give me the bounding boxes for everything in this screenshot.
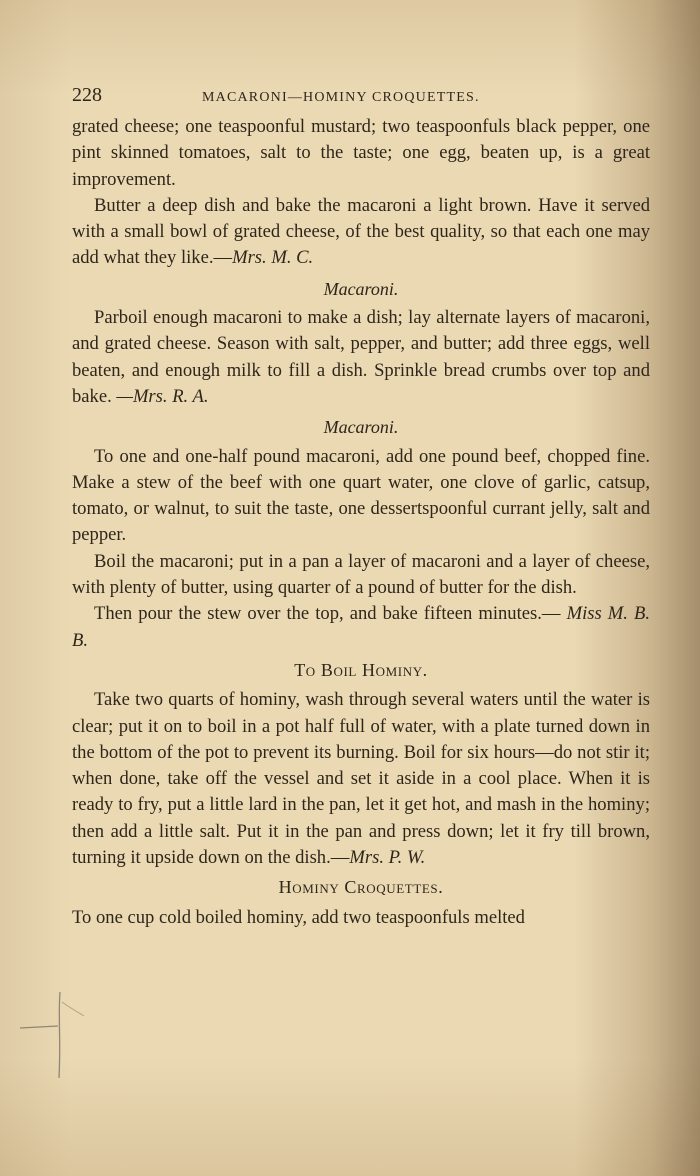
recipe-heading: Macaroni.: [323, 278, 399, 299]
page-content: [72, 80, 650, 931]
paragraph: [72, 114, 650, 193]
paragraph-text: To one and one-half pound macaroni, add one pound beef, chopped fine. Make a stew of the beef with one quart water, one clove of garlic, catsup, tomato, or walnut, to suit the taste, one dessertspoonful currant jelly, salt and pepper.: [72, 445, 650, 546]
page-number: 228: [72, 84, 102, 106]
paragraph: [72, 193, 650, 272]
signature: Mrs. M. C.: [232, 247, 314, 269]
paragraph-text: Boil the macaroni; put in a pan a layer of macaroni and a layer of cheese, with plenty of butter, using quarter of a pound of butter for the dish.: [72, 550, 650, 599]
paragraph-text: Take two quarts of hominy, wash through several waters until the water is clear; put it on to boil in a pot half full of water, with a plate turned down in the bottom of the pot to prevent its burning. Boil for six hours—do not stir it; when done, take off the vessel and set it aside in a cool place. When it is ready to fry, put a little lard in the pan, let it get hot, and mash in the hominy; then add a little salt. Put it in the pan and press down; let it fry till brown, turning it upside down on the dish.—: [72, 689, 650, 869]
signature: Mrs. P. W.: [349, 847, 426, 869]
paragraph-text: Then pour the stew over the top, and bake fifteen minutes.—: [94, 603, 561, 625]
paragraph-text: To one cup cold boiled hominy, add two teaspoonfuls melted: [72, 906, 525, 928]
paragraph-text: Butter a deep dish and bake the macaroni a light brown. Have it served with a small bowl of grated cheese, of the best quality, so that each one may add what they like.—: [72, 194, 650, 269]
paragraph: [72, 905, 650, 931]
signature: —Mrs. R. A.: [116, 385, 209, 407]
signature: Miss M. B. B.: [72, 603, 650, 651]
paragraph: [72, 549, 650, 602]
paragraph-text: Parboil enough macaroni to make a dish; lay alternate layers of macaroni, and grated cheese. Season with salt, pepper, and butter; add three eggs, well beaten, and enough milk to fill a dish. Sprinkle bread crumbs over top and bake.: [72, 307, 650, 407]
paragraph: [72, 305, 650, 410]
running-title: MACARONI—HOMINY CROQUETTES.: [202, 90, 480, 105]
paragraph: [72, 601, 650, 654]
pencil-cross-mark: [18, 990, 98, 1080]
paragraph-text: grated cheese; one teaspoonful mustard; two teaspoonfuls black pepper, one pint skinned tomatoes, salt to the taste; one egg, beaten up, is a great improvement.: [72, 116, 650, 190]
paragraph: [72, 444, 650, 549]
recipe-heading: Hominy Croquettes.: [278, 877, 444, 898]
running-header: [72, 80, 650, 114]
paragraph: [72, 687, 650, 871]
recipe-heading: To Boil Hominy.: [294, 659, 428, 680]
page-text: [72, 114, 650, 931]
recipe-heading: Macaroni.: [323, 417, 399, 438]
